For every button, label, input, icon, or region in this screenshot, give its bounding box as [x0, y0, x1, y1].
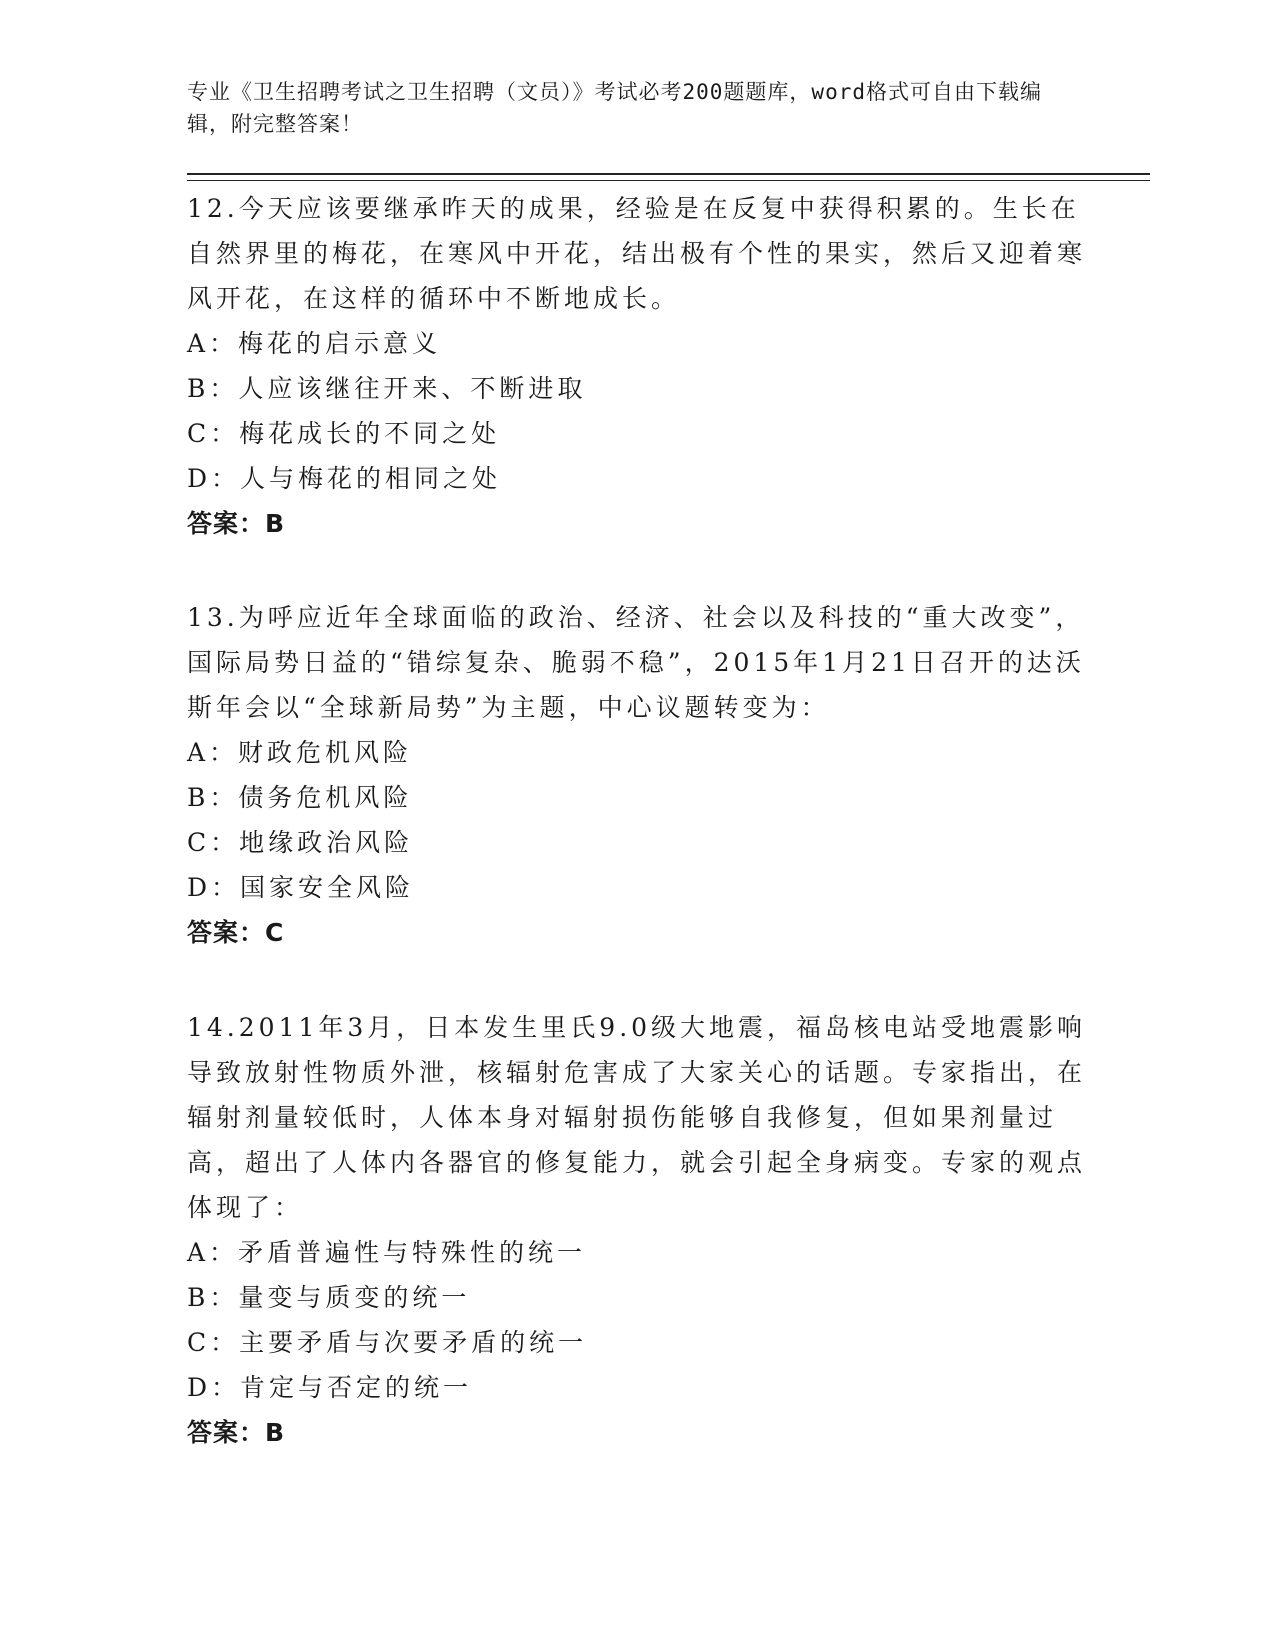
document-header: 专业《卫生招聘考试之卫生招聘（文员）》考试必考200题题库，word格式可自由下载编辑，附完整答案！ — [187, 80, 1042, 136]
option-a: A：矛盾普遍性与特殊性的统一 — [187, 1238, 587, 1267]
question-14 — [187, 1005, 1087, 1455]
question-stem: 14.2011年3月，日本发生里氏9.0级大地震，福岛核电站受地震影响导致放射性物质外泄，核辐射危害成了大家关心的话题。专家指出，在辐射剂量较低时，人体本身对辐射损伤能够自我修复，但如果剂量过高，超出了人体内各器官的修复能力，就会引起全身病变。专家的观点体现了： — [187, 1013, 1087, 1222]
header-divider-thick — [187, 173, 1150, 175]
option-d: D：肯定与否定的统一 — [187, 1373, 473, 1402]
header-divider-thin — [187, 180, 1150, 181]
option-d: D：人与梅花的相同之处 — [187, 464, 502, 493]
option-b: B：债务危机风险 — [187, 783, 413, 812]
answer-line: 答案：C — [187, 918, 285, 947]
option-b: B：人应该继往开来、不断进取 — [187, 374, 587, 403]
option-a: A：梅花的启示意义 — [187, 329, 442, 358]
option-c: C：梅花成长的不同之处 — [187, 419, 501, 448]
question-stem: 13.为呼应近年全球面临的政治、经济、社会以及科技的“重大改变”，国际局势日益的“错综复杂、脆弱不稳”，2015年1月21日召开的达沃斯年会以“全球新局势”为主题，中心议题转变为： — [187, 603, 1085, 722]
option-d: D：国家安全风险 — [187, 873, 415, 902]
answer-line: 答案：B — [187, 509, 286, 538]
option-b: B：量变与质变的统一 — [187, 1283, 471, 1312]
question-stem: 12.今天应该要继承昨天的成果，经验是在反复中获得积累的。生长在自然界里的梅花，在寒风中开花，结出极有个性的果实，然后又迎着寒风开花，在这样的循环中不断地成长。 — [187, 194, 1087, 313]
option-c: C：地缘政治风险 — [187, 828, 414, 857]
option-a: A：财政危机风险 — [187, 738, 413, 767]
answer-line: 答案：B — [187, 1418, 286, 1447]
option-c: C：主要矛盾与次要矛盾的统一 — [187, 1328, 588, 1357]
question-12 — [187, 186, 1087, 546]
question-13 — [187, 595, 1087, 955]
